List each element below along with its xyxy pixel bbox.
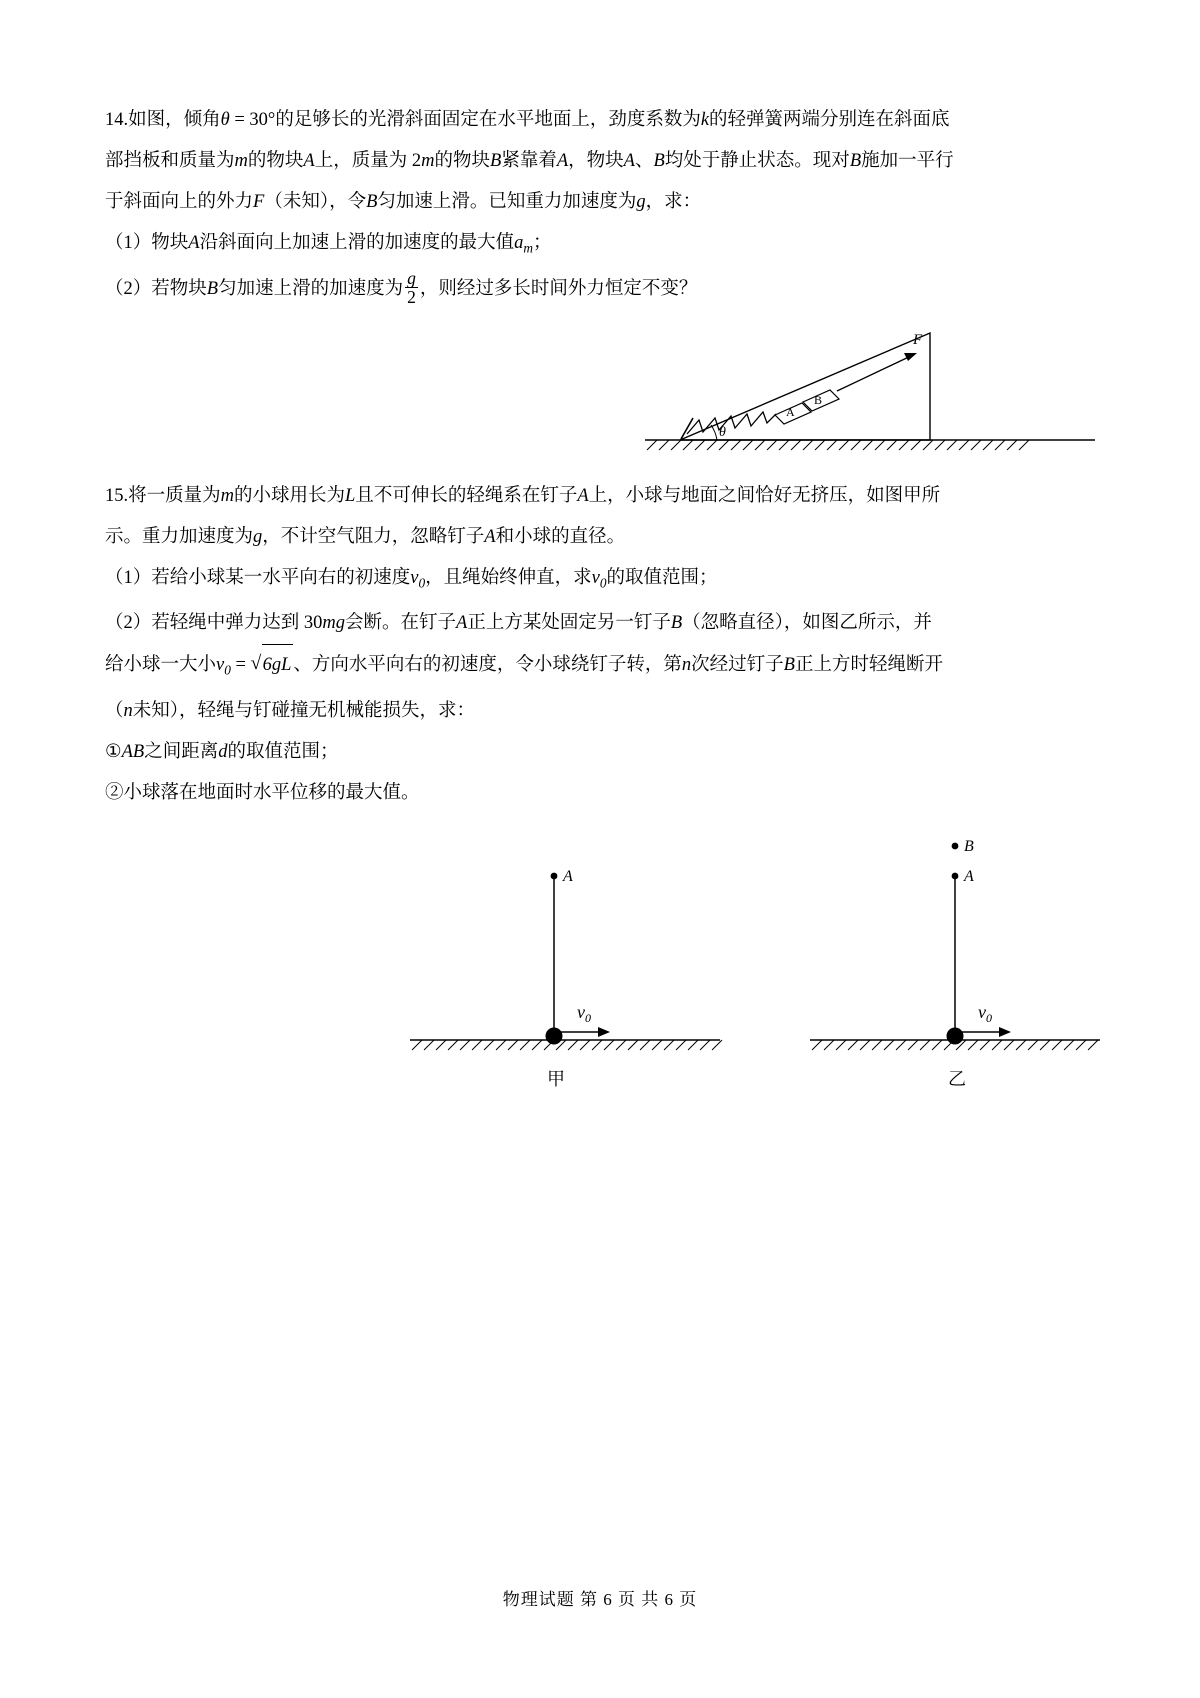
figure-15-left-diagram <box>410 868 722 1089</box>
q14-F-symbol: F <box>253 192 265 212</box>
q15-B-symbol: B <box>670 613 683 634</box>
ground-hatching <box>647 440 1029 450</box>
left-velocity-arrow-head <box>598 1027 610 1037</box>
q15-stem-line-1 <box>105 476 1095 517</box>
q14-B-symbol: B <box>490 151 502 171</box>
q14-stem-line-3 <box>105 182 1095 223</box>
q15-s2-c: 正上方某处固定另一钉子 <box>467 613 671 634</box>
left-label-A: A <box>563 868 573 886</box>
q14-sub-1 <box>105 223 1095 269</box>
q14-am-subscript: m <box>523 240 533 256</box>
q14-s2-c: ，则经过多长时间外力恒定不变？ <box>419 278 698 299</box>
q15-l2-c: 和小球的直径。 <box>495 526 626 547</box>
q15-AB-symbol: AB <box>121 742 145 763</box>
q15-L-symbol: L <box>345 485 356 506</box>
q15-s2-d: （忽略直径），如图乙所示，并 <box>682 613 932 634</box>
q14-stem-text-c: 的轻弹簧两端分别连在斜面底 <box>709 110 950 130</box>
q14-s1-b: 沿斜面向上加速上滑的加速度的最大值 <box>199 233 515 253</box>
q14-stem-text-a: 如图，倾角 <box>128 110 221 130</box>
q14-stem-line-1 <box>105 100 1095 141</box>
right-nail-B <box>952 843 959 850</box>
q14-theta-symbol: θ <box>220 110 230 130</box>
left-caption: 甲 <box>547 1069 565 1090</box>
figure-14-inclined-plane <box>105 322 1095 472</box>
q15-A2-symbol: A <box>484 526 496 547</box>
q14-l2-c: 上，质量为 2 <box>314 151 422 171</box>
q15-l2-b: ，不计空气阻力，忽略钉子 <box>262 526 485 547</box>
theta-arc <box>711 425 717 440</box>
q15-sub-2-line-2 <box>105 644 1095 691</box>
q14-A-symbol: A <box>303 151 315 171</box>
q14-k-symbol: k <box>700 110 710 130</box>
q14-l2-h: 均处于静止状态。现对 <box>664 151 850 171</box>
q15-l1-b: 的小球用长为 <box>234 485 346 506</box>
q14-fraction-g-over-2 <box>405 269 418 307</box>
right-nail-A <box>952 873 959 880</box>
block-B-label: B <box>814 392 823 407</box>
q14-l2-d: 的物块 <box>434 151 490 171</box>
q15-s2-b: 会断。在钉子 <box>345 613 457 634</box>
q14-frac-numerator: g <box>407 267 416 288</box>
q15-B2-symbol: B <box>783 655 795 676</box>
right-label-B: B <box>964 838 974 856</box>
q15-l1-d: 上，小球与地面之间恰好无挤压，如图甲所 <box>588 485 941 506</box>
q14-s2-b: 匀加速上滑的加速度为 <box>218 278 404 299</box>
q14-A2-symbol: A <box>556 151 569 171</box>
q15-mg-symbol: mg <box>322 613 346 634</box>
q15-sub-2-line-1 <box>105 603 1095 644</box>
q15-sub-1 <box>105 558 1095 604</box>
q14-am-symbol: a <box>514 233 524 253</box>
q15-sqrt-6gL <box>251 644 294 686</box>
figure-15-svg <box>300 838 1100 1103</box>
q14-B2-symbol: B <box>653 151 665 171</box>
q15-v0-symbol: v <box>410 567 419 588</box>
q14-l2-g: 、 <box>634 151 654 171</box>
page-footer: 物理试题 第 6 页 共 6 页 <box>502 1590 698 1609</box>
q15-item1-c: 的取值范围； <box>227 742 339 763</box>
q14-A3-symbol: A <box>623 151 635 171</box>
q15-s1-a: （1）若给小球某一水平向右的初速度 <box>105 567 411 588</box>
q14-s1-A: A <box>188 233 200 253</box>
q14-number: 14. <box>105 110 129 130</box>
q15-s1-c: 的取值范围； <box>606 567 718 588</box>
q14-l2-i: 施加一平行 <box>861 151 954 171</box>
q14-l2-a: 部挡板和质量为 <box>105 151 235 171</box>
q14-m2-symbol: m <box>421 151 435 171</box>
q15-s2l2-b: 、方向水平向右的初速度，令小球绕钉子转，第 <box>293 655 682 676</box>
q14-l3-d: ，求： <box>645 192 702 212</box>
q15-l2-a: 示。重力加速度为 <box>105 526 254 547</box>
figure-15-pendulum-diagrams <box>105 838 1095 1108</box>
q15-l1-a: 将一质量为 <box>128 485 221 506</box>
q14-frac-denominator: 2 <box>407 287 416 308</box>
q15-sub-2-line-3 <box>105 691 1095 732</box>
q14-l2-e: 紧靠着 <box>501 151 557 171</box>
q14-s1-a: （1）物块 <box>105 233 189 253</box>
q15-v0-symbol-2: v <box>591 567 600 588</box>
q15-n2-symbol: n <box>123 701 133 722</box>
q14-sub-2 <box>105 269 1095 310</box>
q15-A-symbol: A <box>577 485 589 506</box>
q15-equals: = <box>230 655 251 676</box>
force-arrow-line <box>837 355 913 391</box>
q15-sqrt-radicand: 6gL <box>262 644 294 686</box>
left-nail-A <box>551 873 558 880</box>
q14-g-symbol: g <box>636 192 646 212</box>
q14-m-symbol: m <box>234 151 248 171</box>
q15-v0-subscript: 0 <box>418 575 426 591</box>
question-15 <box>105 476 1095 1108</box>
theta-label: θ <box>719 424 726 440</box>
question-14 <box>105 100 1095 472</box>
q15-item1-marker: ① <box>105 742 122 763</box>
right-caption: 乙 <box>948 1069 966 1090</box>
q15-A3-symbol: A <box>456 613 468 634</box>
left-label-v0: $v_0$ <box>577 1002 591 1026</box>
q15-s2l3-a: （ <box>105 701 124 722</box>
right-velocity-arrow-head <box>999 1027 1011 1037</box>
right-label-A: A <box>964 868 974 886</box>
q15-item-1 <box>105 732 1095 773</box>
q15-number: 15. <box>105 485 129 506</box>
left-ground-hatching <box>412 1040 722 1050</box>
q14-stem-text-b: = 30°的足够长的光滑斜面固定在水平地面上，劲度系数为 <box>229 110 701 130</box>
q14-stem-line-2 <box>105 141 1095 182</box>
q14-s2-a: （2）若物块 <box>105 278 207 299</box>
q14-l3-a: 于斜面向上的外力 <box>105 192 254 212</box>
q15-s1-b: ，且绳始终伸直，求 <box>425 567 592 588</box>
right-label-v0: $v_0$ <box>978 1002 992 1026</box>
q15-v0-subscript-3: 0 <box>224 663 231 679</box>
force-arrow-head <box>904 353 917 361</box>
q14-B3-symbol: B <box>849 151 862 171</box>
q15-stem-line-2 <box>105 517 1095 558</box>
q14-l2-f: ，物块 <box>568 151 624 171</box>
q15-g-symbol: g <box>253 526 263 547</box>
right-ball <box>947 1028 964 1045</box>
block-A-label: A <box>786 404 795 419</box>
q15-s2l2-c: 次经过钉子 <box>691 655 784 676</box>
q15-item1-b: 之间距离 <box>144 742 219 763</box>
q15-s2l2-d: 正上方时轻绳断开 <box>794 655 943 676</box>
q15-item-2: ②小球落在地面时水平位移的最大值。 <box>105 783 420 804</box>
figure-15-right-diagram <box>810 838 1100 1089</box>
q14-B4-symbol: B <box>366 192 378 212</box>
q15-s2-a: （2）若轻绳中弹力达到 30 <box>105 613 323 634</box>
q15-s2l3-b: 未知），轻绳与钉碰撞无机械能损失，求： <box>132 701 476 722</box>
force-label-F: F <box>913 331 923 348</box>
left-ball <box>546 1028 563 1045</box>
q15-n-symbol: n <box>681 655 692 676</box>
q14-l3-c: 匀加速上滑。已知重力加速度为 <box>377 192 637 212</box>
q14-s1-c: ； <box>532 233 552 253</box>
q14-l2-b: 的物块 <box>247 151 304 171</box>
q14-s2-B: B <box>206 278 219 299</box>
figure-14-svg <box>645 322 1095 467</box>
q15-s2l2-a: 给小球一大小 <box>105 655 217 676</box>
q15-v0-symbol-3: v <box>216 655 225 676</box>
q15-m-symbol: m <box>220 485 235 506</box>
q15-v0-subscript-2: 0 <box>599 575 607 591</box>
q14-l3-b: （未知），令 <box>264 192 367 212</box>
q15-l1-c: 且不可伸长的轻绳系在钉子 <box>355 485 578 506</box>
q15-d-symbol: d <box>218 742 228 763</box>
